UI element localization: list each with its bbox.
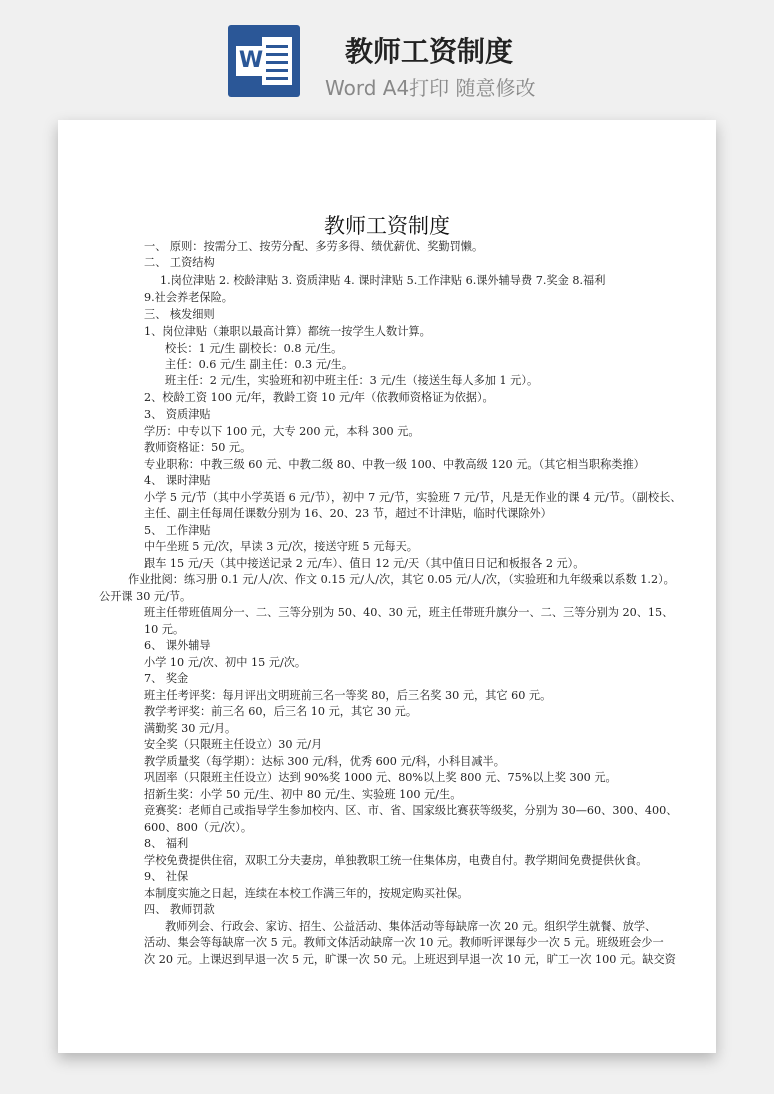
body-line: 4、 课时津贴 <box>144 474 211 487</box>
body-line: 三、 核发细则 <box>144 308 215 321</box>
body-line: 小学 5 元/节（其中小学英语 6 元/节），初中 7 元/节，实验班 7 元/节，凡是无作业的课 4 元/节。（副校长、 <box>144 491 682 504</box>
banner <box>0 0 774 118</box>
body-line: 活动、集会等每缺席一次 5 元。教师文体活动缺席一次 10 元。教师听评课每少一次 5 元。班级班会少一 <box>144 936 664 949</box>
body-line: 小学 10 元/次、初中 15 元/次。 <box>144 656 307 669</box>
body-line: 10 元。 <box>144 623 185 636</box>
body-line: 专业职称：中教三级 60 元、中教二级 80、中教一级 100、中教高级 120 元。（其它相当职称类推） <box>144 458 645 471</box>
body-line: 跟车 15 元/天（其中接送记录 2 元/车）、值日 12 元/天（其中值日日记和板报各 2 元）。 <box>144 557 585 570</box>
body-line: 满勤奖 30 元/月。 <box>144 722 237 735</box>
body-line: 7、 奖金 <box>144 672 189 685</box>
body-line: 8、 福利 <box>144 837 189 850</box>
body-line: 600、800（元/次）。 <box>144 821 253 834</box>
body-line: 作业批阅：练习册 0.1 元/人/次、作文 0.15 元/人/次，其它 0.05 元/人/次，（实验班和九年级乘以系数 1.2）。 <box>128 573 675 586</box>
body-line: 1、岗位津贴（兼职以最高计算）都统一按学生人数计算。 <box>144 325 431 338</box>
body-line: 主任、副主任每周任课数分别为 16、20、23 节，超过不计津贴，临时代课除外） <box>144 507 552 520</box>
body-line: 2、校龄工资 100 元/年，教龄工资 10 元/年（依教师资格证为依据）。 <box>144 391 494 404</box>
document-lines-icon <box>262 37 292 85</box>
body-line: 6、 课外辅导 <box>144 639 211 652</box>
body-line: 学校免费提供住宿，双职工分夫妻房，单独教职工统一住集体房，电费自付。教学期间免费提供伙食。 <box>144 854 648 867</box>
body-line: 教学质量奖（每学期）：达标 300 元/科，优秀 600 元/科，小科目减半。 <box>144 755 505 768</box>
body-line: 次 20 元。上课迟到早退一次 5 元，旷课一次 50 元。上班迟到早退一次 10 元，旷工一次 100 元。缺交资 <box>144 953 676 966</box>
body-line: 班主任：2 元/生，实验班和初中班主任：3 元/生（接送生每人多加 1 元）。 <box>165 374 539 387</box>
body-line: 9、 社保 <box>144 870 189 883</box>
body-line: 1.岗位津贴 2. 校龄津贴 3. 资质津贴 4. 课时津贴 5.工作津贴 6.课外辅导费 7.奖金 8.福利 <box>160 274 606 287</box>
document-title: 教师工资制度 <box>324 214 450 238</box>
body-line: 招新生奖：小学 50 元/生、初中 80 元/生、实验班 100 元/生。 <box>144 788 462 801</box>
body-line: 安全奖（只限班主任设立）30 元/月 <box>144 738 323 751</box>
document-page <box>58 120 716 1053</box>
body-line: 3、 资质津贴 <box>144 408 211 421</box>
body-line: 班主任带班值周分一、二、三等分别为 50、40、30 元，班主任带班升旗分一、二、三等分别为 20、15、 <box>144 606 674 619</box>
body-line: 教师列会、行政会、家访、招生、公益活动、集体活动等每缺席一次 20 元。组织学生就餐、放学、 <box>165 920 657 933</box>
body-line: 教师资格证：50 元。 <box>144 441 252 454</box>
body-line: 四、 教师罚款 <box>144 903 215 916</box>
banner-title: 教师工资制度 <box>345 35 514 68</box>
body-line: 竞赛奖：老师自己或指导学生参加校内、区、市、省、国家级比赛获等级奖，分别为 30—60、300、400、 <box>144 804 678 817</box>
body-line: 公开课 30 元/节。 <box>99 590 192 603</box>
body-line: 本制度实施之日起，连续在本校工作满三年的，按规定购买社保。 <box>144 887 469 900</box>
body-line: 校长：1 元/生 副校长：0.8 元/生。 <box>165 342 343 355</box>
body-line: 主任：0.6 元/生 副主任：0.3 元/生。 <box>165 358 354 371</box>
body-line: 一、 原则：按需分工、按劳分配、多劳多得、绩优薪优、奖勤罚懒。 <box>144 240 484 253</box>
body-line: 教学考评奖：前三名 60，后三名 10 元，其它 30 元。 <box>144 705 418 718</box>
body-line: 学历：中专以下 100 元，大专 200 元，本科 300 元。 <box>144 425 420 438</box>
body-line: 班主任考评奖：每月评出文明班前三名一等奖 80，后三名奖 30 元，其它 60 元。 <box>144 689 552 702</box>
banner-subtitle: Word A4打印 随意修改 <box>325 76 536 100</box>
body-line: 9.社会养老保险。 <box>144 291 233 304</box>
body-line: 二、 工资结构 <box>144 256 215 269</box>
word-letter: W <box>236 46 266 76</box>
word-app-icon <box>228 25 300 97</box>
body-line: 中午坐班 5 元/次，早读 3 元/次，接送守班 5 元每天。 <box>144 540 418 553</box>
body-line: 5、 工作津贴 <box>144 524 211 537</box>
body-line: 巩固率（只限班主任设立）达到 90%奖 1000 元、80%以上奖 800 元、75%以上奖 300 元。 <box>144 771 617 784</box>
